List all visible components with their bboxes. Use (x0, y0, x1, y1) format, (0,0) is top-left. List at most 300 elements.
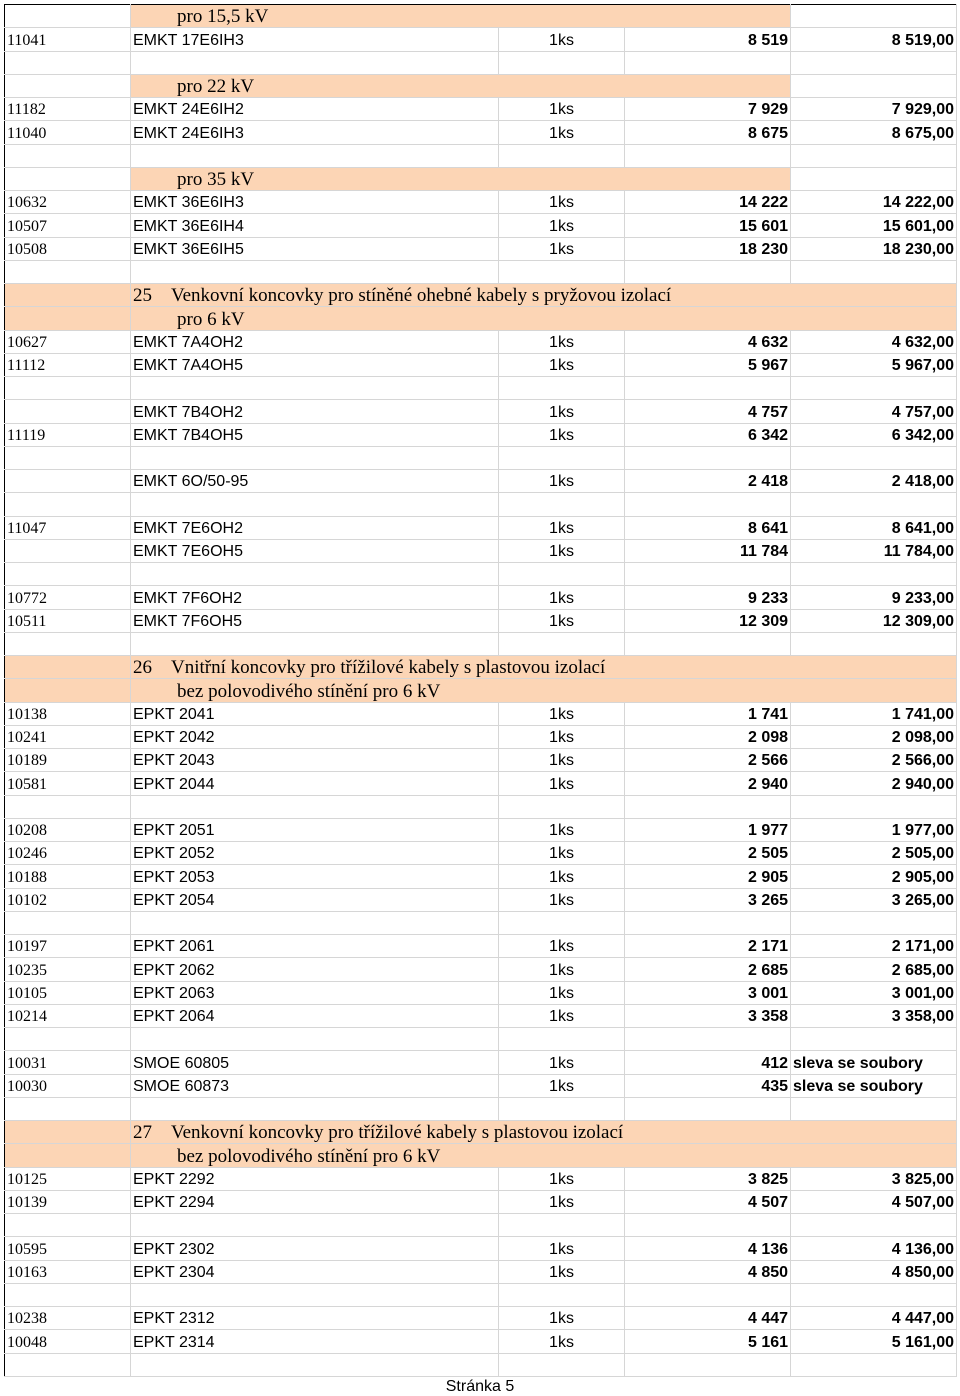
item-code: 10030 (5, 1074, 131, 1097)
empty-cell (499, 1028, 625, 1051)
item-total: 2 098,00 (791, 725, 957, 748)
empty-cell (131, 493, 499, 516)
item-price: 8 641 (625, 516, 791, 539)
item-name: EPKT 2061 (131, 935, 499, 958)
item-price: 8 675 (625, 121, 791, 144)
spacer-row (5, 493, 957, 516)
voltage-subheading (131, 167, 791, 190)
item-name: SMOE 60873 (131, 1074, 499, 1097)
section-number: 26 (133, 657, 152, 679)
item-price: 412 (625, 1051, 791, 1074)
empty-cell (791, 1028, 957, 1051)
item-unit: 1ks (499, 1307, 625, 1330)
empty-cell (499, 1214, 625, 1237)
section-heading-row (5, 1121, 957, 1144)
table-row (5, 28, 957, 51)
empty-cell (791, 911, 957, 934)
item-unit: 1ks (499, 935, 625, 958)
item-code: 10246 (5, 842, 131, 865)
empty-cell (791, 632, 957, 655)
empty-cell (791, 1097, 957, 1120)
empty-cell (791, 260, 957, 283)
page-footer (0, 1378, 960, 1396)
voltage-label: pro 35 kV (177, 169, 255, 190)
item-name: EPKT 2042 (131, 725, 499, 748)
item-name: EPKT 2292 (131, 1167, 499, 1190)
table-row (5, 888, 957, 911)
item-total: 3 825,00 (791, 1167, 957, 1190)
item-code: 10189 (5, 749, 131, 772)
item-code: 10197 (5, 935, 131, 958)
empty-cell (5, 563, 131, 586)
empty-cell (499, 911, 625, 934)
table-row (5, 1237, 957, 1260)
item-code: 10163 (5, 1260, 131, 1283)
table-row (5, 98, 957, 121)
table-row (5, 725, 957, 748)
item-unit: 1ks (499, 214, 625, 237)
empty-cell (791, 795, 957, 818)
empty-cell (131, 563, 499, 586)
empty-cell (625, 632, 791, 655)
empty-cell (499, 795, 625, 818)
spacer-row (5, 1097, 957, 1120)
table-row (5, 353, 957, 376)
item-code: 10507 (5, 214, 131, 237)
item-price: 2 685 (625, 958, 791, 981)
table-row (5, 191, 957, 214)
empty-cell (5, 679, 131, 702)
table-row (5, 842, 957, 865)
item-total: 18 230,00 (791, 237, 957, 260)
spacer-row (5, 1214, 957, 1237)
item-total: 2 685,00 (791, 958, 957, 981)
item-name: EPKT 2314 (131, 1330, 499, 1353)
item-price: 7 929 (625, 98, 791, 121)
item-total: 4 507,00 (791, 1190, 957, 1213)
empty-cell (131, 1097, 499, 1120)
empty-cell (131, 51, 499, 74)
item-name: EPKT 2044 (131, 772, 499, 795)
item-code: 10031 (5, 1051, 131, 1074)
item-total: 1 977,00 (791, 818, 957, 841)
item-price: 4 850 (625, 1260, 791, 1283)
empty-cell (499, 51, 625, 74)
table-row (5, 470, 957, 493)
item-name: EPKT 2294 (131, 1190, 499, 1213)
item-total: 4 136,00 (791, 1237, 957, 1260)
voltage-label: pro 22 kV (177, 76, 255, 97)
empty-cell (5, 144, 131, 167)
spacer-row (5, 260, 957, 283)
voltage-subheading-row (5, 167, 957, 190)
empty-cell (131, 1214, 499, 1237)
item-price: 2 905 (625, 865, 791, 888)
empty-cell (5, 51, 131, 74)
item-code: 10188 (5, 865, 131, 888)
empty-cell (625, 1028, 791, 1051)
empty-cell (5, 446, 131, 469)
section-subheading (131, 307, 957, 330)
table-row (5, 586, 957, 609)
table-row (5, 423, 957, 446)
item-total: 2 418,00 (791, 470, 957, 493)
section-heading-row (5, 284, 957, 307)
item-price: 2 940 (625, 772, 791, 795)
empty-cell (625, 1283, 791, 1306)
item-name: EMKT 7E6OH5 (131, 539, 499, 562)
table-row (5, 749, 957, 772)
item-note: sleva se soubory (791, 1051, 957, 1074)
item-price: 5 161 (625, 1330, 791, 1353)
empty-cell (499, 1283, 625, 1306)
item-total: 14 222,00 (791, 191, 957, 214)
item-unit: 1ks (499, 702, 625, 725)
section-title: Vnitřní koncovky pro třížilové kabely s plastovou izolací (171, 657, 606, 679)
table-row (5, 1307, 957, 1330)
item-total: 4 850,00 (791, 1260, 957, 1283)
table-row (5, 1260, 957, 1283)
item-unit: 1ks (499, 191, 625, 214)
empty-cell (625, 493, 791, 516)
empty-cell (5, 284, 131, 307)
empty-cell (625, 1097, 791, 1120)
item-unit: 1ks (499, 423, 625, 446)
empty-cell (5, 1353, 131, 1376)
empty-cell (791, 1214, 957, 1237)
table-row (5, 981, 957, 1004)
empty-cell (499, 493, 625, 516)
spacer-row (5, 632, 957, 655)
empty-cell (791, 493, 957, 516)
item-name: EMKT 36E6IH4 (131, 214, 499, 237)
item-name: EMKT 7F6OH5 (131, 609, 499, 632)
voltage-subheading-row (5, 5, 957, 28)
item-price: 3 001 (625, 981, 791, 1004)
item-total: 9 233,00 (791, 586, 957, 609)
empty-cell (499, 377, 625, 400)
empty-cell (625, 795, 791, 818)
item-code: 10241 (5, 725, 131, 748)
item-name: EPKT 2063 (131, 981, 499, 1004)
table-row (5, 516, 957, 539)
spacer-row (5, 144, 957, 167)
item-code: 10138 (5, 702, 131, 725)
table-row (5, 609, 957, 632)
item-name: EMKT 17E6IH3 (131, 28, 499, 51)
item-name: EMKT 7B4OH5 (131, 423, 499, 446)
item-unit: 1ks (499, 1260, 625, 1283)
voltage-label: pro 15,5 kV (177, 6, 269, 28)
empty-cell (5, 1121, 131, 1144)
item-total: 3 265,00 (791, 888, 957, 911)
item-unit: 1ks (499, 539, 625, 562)
empty-cell (791, 51, 957, 74)
item-code: 10102 (5, 888, 131, 911)
empty-cell (5, 1144, 131, 1167)
item-unit: 1ks (499, 818, 625, 841)
empty-cell (131, 377, 499, 400)
item-unit: 1ks (499, 981, 625, 1004)
empty-cell (791, 563, 957, 586)
empty-cell (5, 656, 131, 679)
empty-cell (5, 1097, 131, 1120)
item-unit: 1ks (499, 958, 625, 981)
table-row (5, 400, 957, 423)
item-unit: 1ks (499, 1051, 625, 1074)
section-subheading-row (5, 307, 957, 330)
empty-cell (5, 167, 131, 190)
empty-cell (5, 795, 131, 818)
item-unit: 1ks (499, 121, 625, 144)
empty-cell (131, 795, 499, 818)
empty-cell (625, 260, 791, 283)
item-name: EMKT 7A4OH2 (131, 330, 499, 353)
item-unit: 1ks (499, 470, 625, 493)
item-name: EPKT 2054 (131, 888, 499, 911)
item-code: 10125 (5, 1167, 131, 1190)
item-total: 12 309,00 (791, 609, 957, 632)
item-code: 10048 (5, 1330, 131, 1353)
item-name: EPKT 2062 (131, 958, 499, 981)
empty-cell (791, 5, 957, 28)
item-name: EPKT 2041 (131, 702, 499, 725)
table-row (5, 958, 957, 981)
item-price: 2 418 (625, 470, 791, 493)
item-price: 6 342 (625, 423, 791, 446)
empty-cell (499, 446, 625, 469)
item-unit: 1ks (499, 865, 625, 888)
item-code: 10595 (5, 1237, 131, 1260)
item-total: 2 566,00 (791, 749, 957, 772)
item-price: 18 230 (625, 237, 791, 260)
item-price: 9 233 (625, 586, 791, 609)
empty-cell (5, 1283, 131, 1306)
section-title: Venkovní koncovky pro třížilové kabely s plastovou izolací (171, 1122, 624, 1144)
section-subheading-row (5, 1144, 957, 1167)
item-total: 11 784,00 (791, 539, 957, 562)
item-price: 1 977 (625, 818, 791, 841)
page-number: Stránka 5 (445, 1378, 515, 1395)
item-code (5, 539, 131, 562)
empty-cell (625, 144, 791, 167)
empty-cell (499, 632, 625, 655)
item-unit: 1ks (499, 1167, 625, 1190)
section-title: Venkovní koncovky pro stíněné ohebné kabely s pryžovou izolací (171, 285, 672, 307)
empty-cell (625, 1353, 791, 1376)
item-total: 1 741,00 (791, 702, 957, 725)
item-total: 2 940,00 (791, 772, 957, 795)
item-unit: 1ks (499, 842, 625, 865)
spacer-row (5, 51, 957, 74)
section-subtitle: bez polovodivého stínění pro 6 kV (177, 1145, 441, 1167)
table-row (5, 330, 957, 353)
price-list-table (4, 4, 957, 1377)
item-unit: 1ks (499, 772, 625, 795)
item-total: 3 358,00 (791, 1004, 957, 1027)
item-price: 3 825 (625, 1167, 791, 1190)
empty-cell (5, 74, 131, 97)
empty-cell (5, 1214, 131, 1237)
item-price: 15 601 (625, 214, 791, 237)
empty-cell (5, 493, 131, 516)
item-price: 5 967 (625, 353, 791, 376)
empty-cell (791, 74, 957, 97)
item-unit: 1ks (499, 1190, 625, 1213)
item-unit: 1ks (499, 28, 625, 51)
item-name: EPKT 2304 (131, 1260, 499, 1283)
item-total: 2 505,00 (791, 842, 957, 865)
empty-cell (131, 144, 499, 167)
section-subheading-row (5, 679, 957, 702)
spacer-row (5, 795, 957, 818)
table-row (5, 121, 957, 144)
section-number: 27 (133, 1122, 152, 1144)
empty-cell (499, 563, 625, 586)
empty-cell (131, 1283, 499, 1306)
item-price: 4 447 (625, 1307, 791, 1330)
empty-cell (131, 446, 499, 469)
item-unit: 1ks (499, 1237, 625, 1260)
empty-cell (5, 632, 131, 655)
item-code (5, 470, 131, 493)
item-unit: 1ks (499, 1330, 625, 1353)
item-code: 10508 (5, 237, 131, 260)
item-unit: 1ks (499, 98, 625, 121)
item-price: 2 171 (625, 935, 791, 958)
item-unit: 1ks (499, 725, 625, 748)
table-row (5, 1330, 957, 1353)
item-code: 11182 (5, 98, 131, 121)
section-heading-row (5, 656, 957, 679)
item-name: EPKT 2052 (131, 842, 499, 865)
spacer-row (5, 563, 957, 586)
empty-cell (499, 260, 625, 283)
table-row (5, 1051, 957, 1074)
spacer-row (5, 446, 957, 469)
item-unit: 1ks (499, 516, 625, 539)
empty-cell (625, 377, 791, 400)
item-total: 5 967,00 (791, 353, 957, 376)
empty-cell (499, 1353, 625, 1376)
empty-cell (791, 1283, 957, 1306)
table-row (5, 1167, 957, 1190)
item-name: EMKT 7F6OH2 (131, 586, 499, 609)
empty-cell (5, 5, 131, 28)
spacer-row (5, 1028, 957, 1051)
item-name: SMOE 60805 (131, 1051, 499, 1074)
item-unit: 1ks (499, 237, 625, 260)
section-number: 25 (133, 285, 152, 307)
item-price: 4 757 (625, 400, 791, 423)
item-total: 7 929,00 (791, 98, 957, 121)
section-heading (131, 656, 957, 679)
empty-cell (625, 1214, 791, 1237)
item-total: 4 757,00 (791, 400, 957, 423)
item-code: 11040 (5, 121, 131, 144)
item-code: 10627 (5, 330, 131, 353)
empty-cell (5, 377, 131, 400)
item-unit: 1ks (499, 586, 625, 609)
empty-cell (131, 1028, 499, 1051)
empty-cell (5, 307, 131, 330)
item-price: 12 309 (625, 609, 791, 632)
item-unit: 1ks (499, 1074, 625, 1097)
item-code: 11112 (5, 353, 131, 376)
table-row (5, 818, 957, 841)
spacer-row (5, 1353, 957, 1376)
empty-cell (5, 260, 131, 283)
item-price: 11 784 (625, 539, 791, 562)
item-code: 10139 (5, 1190, 131, 1213)
empty-cell (625, 446, 791, 469)
item-total: 4 447,00 (791, 1307, 957, 1330)
item-price: 2 098 (625, 725, 791, 748)
item-name: EPKT 2302 (131, 1237, 499, 1260)
voltage-subheading (131, 74, 791, 97)
table-row (5, 772, 957, 795)
section-heading (131, 284, 957, 307)
item-total: 15 601,00 (791, 214, 957, 237)
item-code: 10632 (5, 191, 131, 214)
empty-cell (791, 144, 957, 167)
item-code (5, 400, 131, 423)
item-code: 10511 (5, 609, 131, 632)
empty-cell (131, 1353, 499, 1376)
empty-cell (791, 377, 957, 400)
item-price: 2 505 (625, 842, 791, 865)
empty-cell (791, 1353, 957, 1376)
item-price: 4 507 (625, 1190, 791, 1213)
empty-cell (625, 563, 791, 586)
empty-cell (131, 911, 499, 934)
item-name: EMKT 24E6IH2 (131, 98, 499, 121)
empty-cell (5, 1028, 131, 1051)
item-unit: 1ks (499, 609, 625, 632)
item-price: 1 741 (625, 702, 791, 725)
empty-cell (5, 911, 131, 934)
item-price: 435 (625, 1074, 791, 1097)
table-row (5, 865, 957, 888)
item-price: 3 358 (625, 1004, 791, 1027)
item-code: 11047 (5, 516, 131, 539)
item-unit: 1ks (499, 1004, 625, 1027)
item-name: EMKT 7E6OH2 (131, 516, 499, 539)
item-code: 10105 (5, 981, 131, 1004)
section-subheading (131, 1144, 957, 1167)
item-code: 11041 (5, 28, 131, 51)
item-total: 5 161,00 (791, 1330, 957, 1353)
item-total: 4 632,00 (791, 330, 957, 353)
item-unit: 1ks (499, 353, 625, 376)
item-code: 10581 (5, 772, 131, 795)
section-subtitle: pro 6 kV (177, 308, 245, 330)
item-code: 10214 (5, 1004, 131, 1027)
item-price: 14 222 (625, 191, 791, 214)
item-code: 11119 (5, 423, 131, 446)
section-heading (131, 1121, 957, 1144)
spacer-row (5, 1283, 957, 1306)
table-row (5, 1190, 957, 1213)
item-name: EPKT 2043 (131, 749, 499, 772)
empty-cell (625, 911, 791, 934)
item-name: EMKT 36E6IH5 (131, 237, 499, 260)
empty-cell (499, 1097, 625, 1120)
item-name: EPKT 2053 (131, 865, 499, 888)
item-total: 3 001,00 (791, 981, 957, 1004)
section-subheading (131, 679, 957, 702)
item-price: 4 632 (625, 330, 791, 353)
